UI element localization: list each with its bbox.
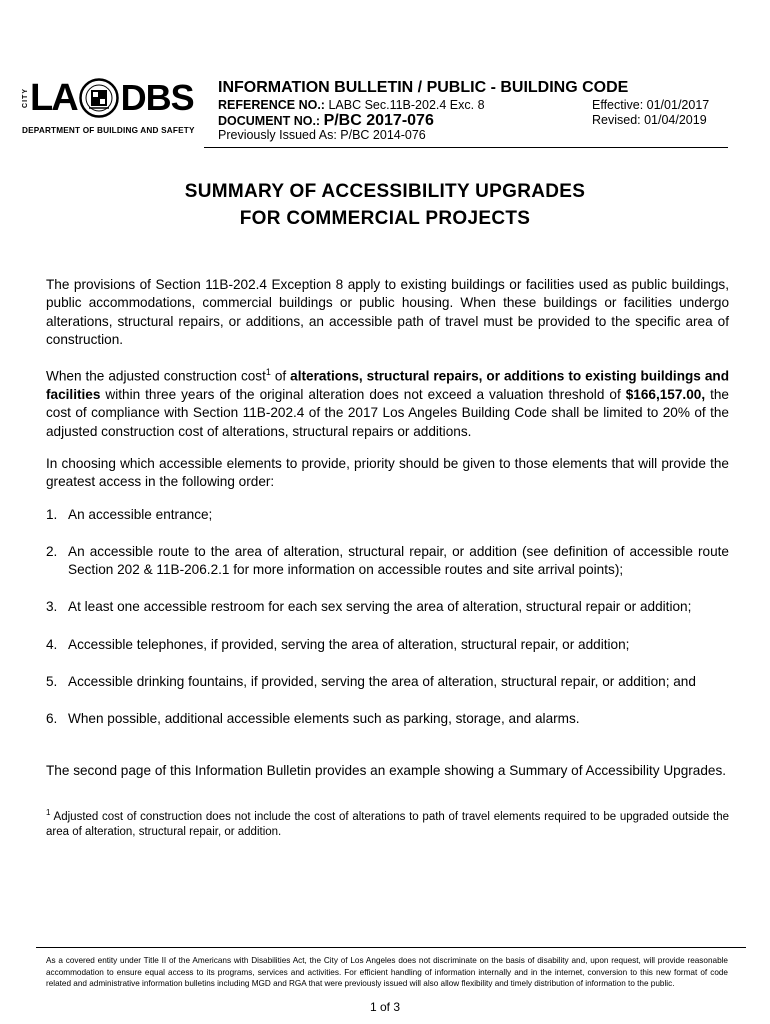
list-number: 5.: [46, 673, 58, 689]
list-number: 6.: [46, 711, 58, 727]
list-item: [46, 636, 729, 654]
bulletin-header: [218, 78, 728, 143]
logo-dbs-text: DBS: [120, 77, 194, 118]
list-number: 1.: [46, 506, 58, 522]
p2-bold-scope: alterations, structural repairs, or additions to existing buildings and facilities: [46, 368, 729, 403]
list-item: [46, 506, 729, 524]
list-item: [46, 710, 729, 728]
p2-text-a: When the adjusted construction cost: [46, 368, 266, 384]
bulletin-title: INFORMATION BULLETIN / PUBLIC - BUILDING CODE: [218, 79, 629, 96]
document-label: DOCUMENT NO.:: [218, 114, 321, 128]
p2-text-d: the cost of compliance with Section 11B-202.4 of the 2017 Los Angeles Building Code shall be limited to 20% of the adjusted construction cost of alterations, structural repairs or additions.: [46, 387, 729, 439]
paragraph-closing: The second page of this Information Bulletin provides an example showing a Summary of Accessibility Upgrades.: [46, 762, 727, 778]
logo-la-text: LA: [30, 77, 77, 119]
list-text: At least one accessible restroom for each sex serving the area of alteration, structural repair or addition;: [68, 599, 692, 615]
title-line-1: SUMMARY OF ACCESSIBILITY UPGRADES: [184, 181, 586, 202]
effective-date: Effective: 01/01/2017: [592, 98, 710, 112]
title-line-2: FOR COMMERCIAL PROJECTS: [239, 208, 531, 229]
priority-list: [46, 506, 729, 729]
reference-value: LABC Sec.11B-202.4 Exc. 8: [328, 98, 485, 112]
document-line: [218, 113, 728, 128]
footnote-text: Adjusted cost of construction does not include the cost of alterations to path of travel elements required to be upgraded outside the area of alteration, structural repair, or addition.: [46, 810, 729, 838]
p2-text-b: of: [270, 368, 291, 384]
city-seal-icon: [79, 78, 119, 118]
logo-department-text: DEPARTMENT OF BUILDING AND SAFETY: [22, 126, 195, 135]
paragraph-threshold: [46, 363, 729, 441]
reference-line: [218, 98, 728, 113]
list-item: [46, 673, 729, 691]
previously-issued: Previously Issued As: P/BC 2014-076: [218, 128, 426, 142]
page-number: 1 of 3: [369, 1000, 401, 1014]
list-number: 3.: [46, 599, 58, 615]
footnote: [46, 805, 729, 840]
p2-bold-amount: $166,157.00,: [625, 387, 706, 403]
paragraph-provisions: The provisions of Section 11B-202.4 Exception 8 apply to existing buildings or facilities used as public buildings, public accommodations, commercial buildings or public housing. When these buildings or facilities undergo alterations, structural repairs, or additions, an accessible path of travel must be provided to the specific area of construction.: [46, 277, 729, 347]
document-title: [0, 178, 770, 232]
footnote-number: 1: [46, 807, 51, 817]
document-body: [46, 276, 729, 840]
ladbs-logo: [22, 76, 198, 140]
list-number: 2.: [46, 543, 58, 559]
logo-city-text: CITY: [22, 88, 29, 108]
revised-date: Revised: 01/04/2019: [592, 113, 707, 127]
reference-label: REFERENCE NO.:: [218, 98, 325, 112]
list-text: When possible, additional accessible elements such as parking, storage, and alarms.: [68, 711, 580, 727]
list-text: Accessible telephones, if provided, serving the area of alteration, structural repair, or addition;: [68, 636, 630, 652]
list-text: An accessible entrance;: [68, 506, 213, 522]
list-item: [46, 543, 729, 580]
footer-divider: [36, 947, 746, 948]
paragraph-priority: In choosing which accessible elements to provide, priority should be given to those elements that will provide the greatest access in the following order:: [46, 455, 729, 490]
list-item: [46, 598, 729, 616]
document-number: P/BC 2017-076: [323, 112, 434, 129]
footnote-ref: 1: [265, 367, 271, 378]
list-text: An accessible route to the area of alteration, structural repair, or addition (see definition of accessible route Section 202 & 11B-206.2.1 for more information on accessible routes and site arrival points);: [68, 543, 729, 578]
list-number: 4.: [46, 636, 58, 652]
p2-text-c: within three years of the original alteration does not exceed a valuation threshold of: [100, 387, 626, 403]
header-divider: [204, 147, 728, 148]
ada-notice: As a covered entity under Title II of the Americans with Disabilities Act, the City of Los Angeles does not discriminate on the basis of disability and, upon request, will provide reasonable accommodation to ensure equal access to its programs, services and activities. For efficient handling of information internally and in the internet, conversion to this new format of code related and administrative information bulletins including MGD and RGA that were previously issued will also allow flexibility and timely distribution of information to the public.: [46, 956, 728, 989]
list-text: Accessible drinking fountains, if provided, serving the area of alteration, structural repair, or addition; and: [68, 673, 696, 689]
